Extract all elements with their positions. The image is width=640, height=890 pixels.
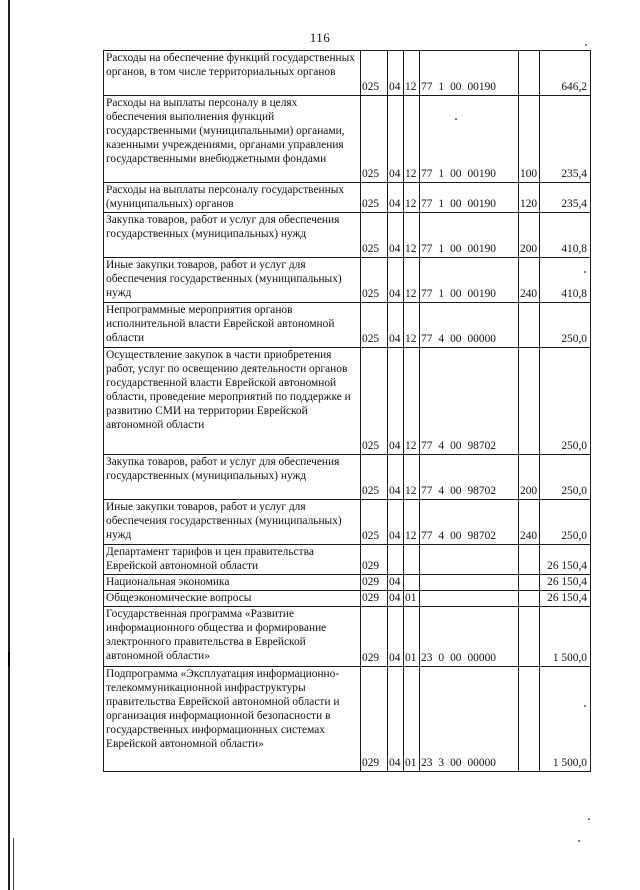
- binding-mark: [8, 652, 10, 666]
- expense-type-code: 200: [519, 455, 540, 500]
- ministry-code: 025: [361, 258, 388, 303]
- target-article-code: [420, 591, 519, 607]
- row-name: Департамент тарифов и цен правительства Еврейской автономной области: [104, 545, 361, 575]
- target-article-part: 00: [450, 485, 462, 497]
- target-article-code: [420, 348, 519, 455]
- target-article-part: 98702: [467, 485, 496, 497]
- row-name: Непрограммные мероприятия органов исполнительной власти Еврейской автономной области: [104, 303, 361, 348]
- target-article-part: 4: [438, 333, 445, 345]
- ministry-code: 025: [361, 500, 388, 545]
- target-article-code: [420, 258, 519, 303]
- target-article-part: 00: [450, 652, 462, 664]
- target-article-part: 00190: [467, 288, 496, 300]
- target-article-code: [420, 500, 519, 545]
- scan-speck: [578, 840, 580, 842]
- table-row: [104, 607, 591, 667]
- section-code: 04: [388, 607, 404, 667]
- amount-value: 410,8: [540, 213, 591, 258]
- expense-type-code: [519, 303, 540, 348]
- target-article-part: 00190: [467, 243, 496, 255]
- ministry-code: 029: [361, 667, 388, 772]
- amount-value: 250,0: [540, 348, 591, 455]
- section-code: 04: [388, 258, 404, 303]
- ministry-code: 025: [361, 183, 388, 213]
- row-name: Осуществление закупок в части приобретения работ, услуг по освещению деятельности органов государственной власти Еврейской автономной области, проведение мероприятий по поддержке и развитию СМИ на территории Еврейской автономной области: [104, 348, 361, 455]
- amount-value: 1 500,0: [540, 667, 591, 772]
- target-article-part: 3: [438, 757, 445, 769]
- row-name: Закупка товаров, работ и услуг для обеспечения государственных (муниципальных) нужд: [104, 213, 361, 258]
- amount-value: 410,8: [540, 258, 591, 303]
- target-article-part: 1: [438, 243, 445, 255]
- binding-edge: [8, 0, 10, 890]
- ministry-code: 029: [361, 607, 388, 667]
- target-article-part: 1: [438, 198, 445, 210]
- table-row: [104, 591, 591, 607]
- target-article-code: [420, 51, 519, 96]
- ministry-code: 025: [361, 51, 388, 96]
- subsection-code: [404, 575, 420, 591]
- section-code: 04: [388, 213, 404, 258]
- target-article-part: 00000: [467, 333, 496, 345]
- target-article-part: 00: [450, 198, 462, 210]
- target-article-part: 77: [421, 288, 433, 300]
- target-article-part: 77: [421, 81, 433, 93]
- subsection-code: 12: [404, 96, 420, 183]
- target-article-part: 77: [421, 440, 433, 452]
- target-article-part: 0: [438, 652, 445, 664]
- expense-type-code: [519, 545, 540, 575]
- row-name: Иные закупки товаров, работ и услуг для обеспечения государственных (муниципальных) нужд: [104, 500, 361, 545]
- amount-value: 235,4: [540, 183, 591, 213]
- ministry-code: 025: [361, 213, 388, 258]
- subsection-code: 01: [404, 591, 420, 607]
- table-row: [104, 258, 591, 303]
- subsection-code: 12: [404, 258, 420, 303]
- row-name: Расходы на выплаты персоналу государственных (муниципальных) органов: [104, 183, 361, 213]
- target-article-part: 00: [450, 333, 462, 345]
- expense-type-code: [519, 51, 540, 96]
- section-code: 04: [388, 591, 404, 607]
- section-code: 04: [388, 455, 404, 500]
- ministry-code: 029: [361, 545, 388, 575]
- section-code: 04: [388, 303, 404, 348]
- expense-type-code: 200: [519, 213, 540, 258]
- target-article-part: 23: [421, 652, 433, 664]
- target-article-part: 98702: [467, 530, 496, 542]
- ministry-code: 025: [361, 455, 388, 500]
- subsection-code: 12: [404, 303, 420, 348]
- row-name: Расходы на обеспечение функций государственных органов, в том числе территориальных органов: [104, 51, 361, 96]
- amount-value: 250,0: [540, 455, 591, 500]
- table-row: [104, 575, 591, 591]
- binding-edge-lower: [13, 838, 14, 890]
- expense-type-code: [519, 591, 540, 607]
- target-article-code: [420, 607, 519, 667]
- table-row: [104, 213, 591, 258]
- row-name: Иные закупки товаров, работ и услуг для обеспечения государственных (муниципальных) нужд: [104, 258, 361, 303]
- target-article-part: 00: [450, 440, 462, 452]
- section-code: 04: [388, 348, 404, 455]
- page-number: 116: [309, 30, 331, 45]
- target-article-part: 77: [421, 243, 433, 255]
- table-row: [104, 96, 591, 183]
- row-name: Государственная программа «Развитие информационного общества и формирование электронного правительства в Еврейской автономной области»: [104, 607, 361, 667]
- target-article-part: 00: [450, 243, 462, 255]
- target-article-part: 1: [438, 168, 445, 180]
- amount-value: 26 150,4: [540, 575, 591, 591]
- target-article-part: 00: [450, 81, 462, 93]
- target-article-part: 00190: [467, 81, 496, 93]
- budget-table: [103, 50, 591, 772]
- ministry-code: 025: [361, 96, 388, 183]
- target-article-code: [420, 575, 519, 591]
- section-code: [388, 545, 404, 575]
- target-article-part: 23: [421, 757, 433, 769]
- amount-value: 250,0: [540, 500, 591, 545]
- subsection-code: 12: [404, 455, 420, 500]
- section-code: 04: [388, 500, 404, 545]
- row-name: Общеэкономические вопросы: [104, 591, 361, 607]
- row-name: Расходы на выплаты персоналу в целях обеспечения выполнения функций государственными (муниципальными) органами, казенными учреждениями, органами управления государственными внебюджетными фондами: [104, 96, 361, 183]
- ministry-code: 025: [361, 348, 388, 455]
- target-article-part: 00190: [467, 198, 496, 210]
- target-article-part: 1: [438, 81, 445, 93]
- target-article-code: [420, 96, 519, 183]
- target-article-code: [420, 213, 519, 258]
- expense-type-code: [519, 607, 540, 667]
- target-article-code: [420, 667, 519, 772]
- target-article-code: [420, 455, 519, 500]
- row-name: Национальная экономика: [104, 575, 361, 591]
- target-article-part: 77: [421, 530, 433, 542]
- section-code: 04: [388, 667, 404, 772]
- table-row: [104, 183, 591, 213]
- target-article-code: [420, 183, 519, 213]
- target-article-part: 00000: [467, 652, 496, 664]
- target-article-part: 4: [438, 530, 445, 542]
- target-article-part: 98702: [467, 440, 496, 452]
- table-row: [104, 545, 591, 575]
- subsection-code: 12: [404, 500, 420, 545]
- ministry-code: 029: [361, 591, 388, 607]
- row-name: Подпрограмма «Эксплуатация информационно-телекоммуникационной инфраструктуры правительства Еврейской автономной области и организация информационной безопасности в государственных информационных системах Еврейской автономной области»: [104, 667, 361, 772]
- scan-speck: [588, 818, 590, 820]
- subsection-code: [404, 545, 420, 575]
- target-article-part: 77: [421, 485, 433, 497]
- target-article-part: 00: [450, 288, 462, 300]
- amount-value: 26 150,4: [540, 545, 591, 575]
- amount-value: 1 500,0: [540, 607, 591, 667]
- table-row: [104, 667, 591, 772]
- target-article-part: 4: [438, 485, 445, 497]
- subsection-code: 01: [404, 607, 420, 667]
- table-row: [104, 455, 591, 500]
- subsection-code: 12: [404, 348, 420, 455]
- target-article-code: [420, 303, 519, 348]
- amount-value: 250,0: [540, 303, 591, 348]
- table-row: [104, 303, 591, 348]
- subsection-code: 12: [404, 51, 420, 96]
- section-code: 04: [388, 183, 404, 213]
- target-article-part: 77: [421, 168, 433, 180]
- table-row: [104, 348, 591, 455]
- table-row: [104, 51, 591, 96]
- table-row: [104, 500, 591, 545]
- ministry-code: 029: [361, 575, 388, 591]
- expense-type-code: 120: [519, 183, 540, 213]
- amount-value: 235,4: [540, 96, 591, 183]
- section-code: 04: [388, 575, 404, 591]
- target-article-part: 00: [450, 757, 462, 769]
- subsection-code: 12: [404, 183, 420, 213]
- row-name: Закупка товаров, работ и услуг для обеспечения государственных (муниципальных) нужд: [104, 455, 361, 500]
- expense-type-code: [519, 575, 540, 591]
- target-article-part: 00000: [467, 757, 496, 769]
- target-article-part: 00: [450, 168, 462, 180]
- amount-value: 646,2: [540, 51, 591, 96]
- target-article-code: [420, 545, 519, 575]
- expense-type-code: [519, 667, 540, 772]
- target-article-part: 77: [421, 333, 433, 345]
- ministry-code: 025: [361, 303, 388, 348]
- expense-type-code: 100: [519, 96, 540, 183]
- target-article-part: 77: [421, 198, 433, 210]
- section-code: 04: [388, 96, 404, 183]
- target-article-part: 4: [438, 440, 445, 452]
- target-article-part: 00190: [467, 168, 496, 180]
- subsection-code: 12: [404, 213, 420, 258]
- section-code: 04: [388, 51, 404, 96]
- expense-type-code: 240: [519, 500, 540, 545]
- subsection-code: 01: [404, 667, 420, 772]
- expense-type-code: 240: [519, 258, 540, 303]
- expense-type-code: [519, 348, 540, 455]
- target-article-part: 00: [450, 530, 462, 542]
- target-article-part: 1: [438, 288, 445, 300]
- amount-value: 26 150,4: [540, 591, 591, 607]
